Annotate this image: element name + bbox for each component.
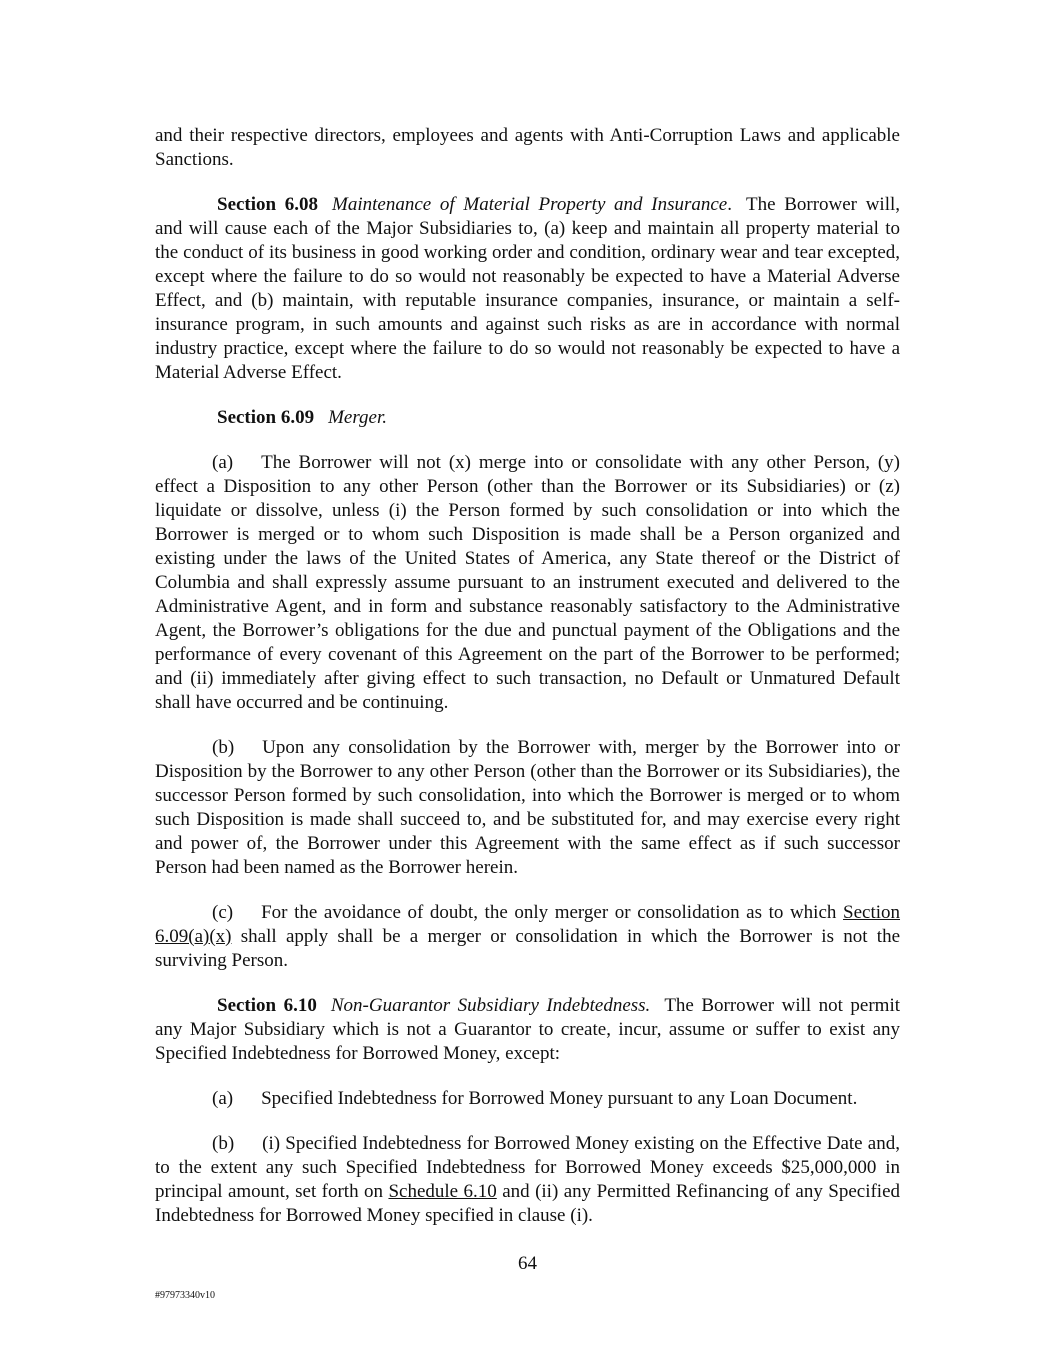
clause-label: (a) <box>212 452 234 473</box>
clause-text: For the avoidance of doubt, the only merger or consolidation as to which <box>261 902 837 923</box>
clause-text: (i) Specified Indebtedness for Borrowed Money existing on the Effective Date and, to the extent any such Specified Indebtedness for Borrowed Money exceeds $25,000,000 in principal amount, set forth on <box>155 1133 900 1202</box>
section-6-09-clause-c <box>155 901 900 973</box>
document-body <box>155 124 900 1249</box>
clause-label: (c) <box>212 902 234 923</box>
paragraph-continuation <box>155 124 900 172</box>
section-6-10-clause-b <box>155 1132 900 1228</box>
clause-text: Specified Indebtedness for Borrowed Money pursuant to any Loan Document. <box>261 1088 858 1109</box>
clause-text: Upon any consolidation by the Borrower with, merger by the Borrower into or Disposition by the Borrower to any other Person (other than the Borrower or its Subsidiaries), the successor Person formed by such consolidation, into which the Borrower is merged or to whom such Disposition is made shall succeed to, and be substituted for, and may exercise every right and power of, the Borrower under this Agreement with the same effect as if such successor Person had been named as the Borrower herein. <box>155 737 900 878</box>
section-number: Section 6.08 <box>217 194 319 215</box>
clause-label: (b) <box>212 1133 235 1154</box>
cross-reference-link[interactable]: Schedule 6.10 <box>388 1181 497 1202</box>
page-number: 64 <box>518 1253 537 1274</box>
document-id: #97973340v10 <box>155 1290 215 1301</box>
section-6-10 <box>155 994 900 1066</box>
section-6-09-clause-b <box>155 736 900 880</box>
section-title: Merger <box>328 407 383 428</box>
paragraph-text: and their respective directors, employees and agents with Anti-Corruption Laws and applicable Sanctions. <box>155 125 900 170</box>
section-6-08: Section 6.08 Maintenance of Material Property and Insurance. The Borrower will, and will cause each of the Major Subsidiaries to, (a) keep and maintain all property material to the conduct of its business in good working order and condition, ordinary wear and tear excepted, except where the failure to do so would not reasonably be expected to have a Material Adverse Effect, and (b) maintain, with reputable insurance companies, insurance, or maintain a self-insurance program, in such amounts and against such risks as are in accordance with normal industry practice, except where the failure to do so would not reasonably be expected to have a Material Adverse Effect. <box>155 194 901 383</box>
clause-text: The Borrower will not (x) merge into or consolidate with any other Person, (y) effect a Disposition to any other Person (other than the Borrower or its Subsidiaries) or (z) liquidate or dissolve, unless (i) the Person formed by such consolidation or into which the Borrower is merged or to whom such Disposition is made shall be a Person organized and existing under the laws of the United States of America, any State thereof or the District of Columbia and shall expressly assume pursuant to an instrument executed and delivered to the Administrative Agent, and in form and substance reasonably satisfactory to the Administrative Agent, the Borrower’s obligations for the due and punctual payment of the Obligations and the performance of every covenant of this Agreement on the part of the Borrower to be performed; and (ii) immediately after giving effect to such transaction, no Default or Unmatured Default shall have occurred and be continuing. <box>155 452 900 713</box>
clause-label: (b) <box>212 737 235 758</box>
section-title: Maintenance of Material Property and Insurance <box>332 194 728 215</box>
section-number: Section 6.10 <box>217 995 317 1016</box>
section-title: Non-Guarantor Subsidiary Indebtedness. <box>330 995 651 1016</box>
clause-text: shall apply shall be a merger or consolidation in which the Borrower is not the surviving Person. <box>155 926 901 971</box>
section-number: Section 6.09 <box>217 407 315 428</box>
section-6-09-clause-a <box>155 451 900 715</box>
section-6-10-clause-a <box>155 1087 900 1111</box>
section-body: The Borrower will, and will cause each of the Major Subsidiaries to, (a) keep and maintain all property material to the conduct of its business in good working order and condition, ordinary wear and tear excepted, except where the failure to do so would not reasonably be expected to have a Material Adverse Effect, and (b) maintain, with reputable insurance companies, insurance, or maintain a self-insurance program, in such amounts and against such risks as are in accordance with normal industry practice, except where the failure to do so would not reasonably be expected to have a Material Adverse Effect. <box>155 194 901 383</box>
clause-label: (a) <box>212 1088 234 1109</box>
section-6-09-heading: Section 6.09 Merger. <box>217 407 388 428</box>
cross-reference-link[interactable]: Section 6.09(a)(x) <box>155 902 901 947</box>
section-body: The Borrower will not permit any Major Subsidiary which is not a Guarantor to create, incur, assume or suffer to exist any Specified Indebtedness for Borrowed Money, except: <box>155 995 901 1064</box>
clause-text: and (ii) any Permitted Refinancing of any Specified Indebtedness for Borrowed Money specified in clause (i). <box>155 1181 901 1226</box>
